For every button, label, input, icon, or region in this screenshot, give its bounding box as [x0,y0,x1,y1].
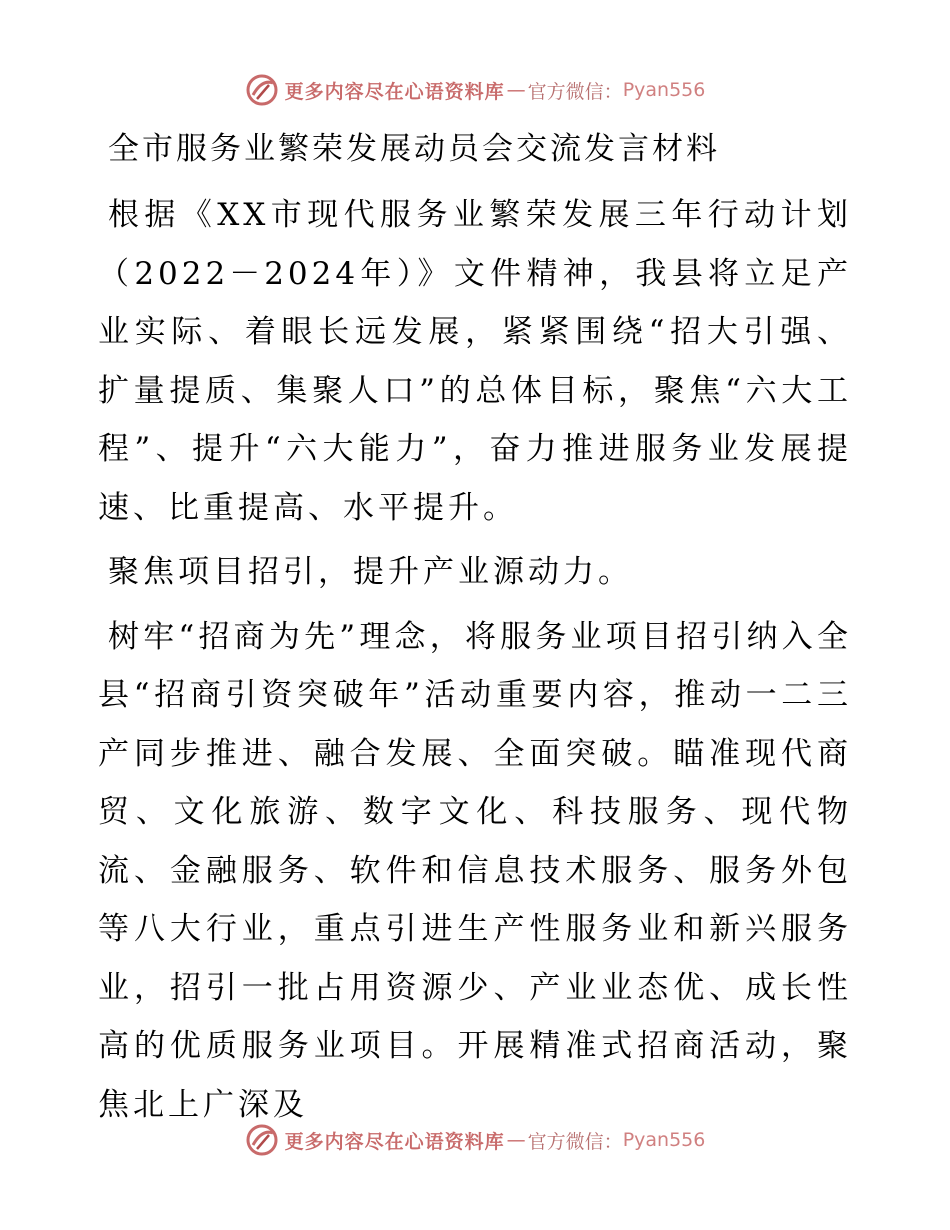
watermark-contact-label: 官方微信： [527,1130,623,1153]
paragraph-intro: 根据《XX市现代服务业繁荣发展三年行动计划（2022－2024年）》文件精神，我县将立足产业实际、着眼长远发展，紧紧围绕“招大引强、扩量提质、集聚人口”的总体目标，聚焦“六大工程”、提升“六大能力”，奋力推进服务业发展提速、比重提高、水平提升。 [98,197,852,526]
watermark-handle: Pyan556 [622,1129,706,1151]
watermark-contact-label: 官方微信： [527,80,623,103]
paragraph-investment: 树牢“招商为先”理念，将服务业项目招引纳入全县“招商引资突破年”活动重要内容，推动一二三产同步推进、融合发展、全面突破。瞄准现代商贸、文化旅游、数字文化、科技服务、现代物流、金融服务、软件和信息技术服务、服务外包等八大行业，重点引进生产性服务业和新兴服务业，招引一批占用资源少、产业业态优、成长性高的优质服务业项目。开展精准式招商活动，聚焦北上广深及 [98,618,852,1123]
watermark-banner-bottom [0,1122,950,1158]
watermark-handle: Pyan556 [622,79,706,101]
watermark-logo-icon [245,73,279,107]
watermark-separator: — [506,79,526,101]
watermark-brand: 更多内容尽在心语资料库 [284,1130,505,1153]
watermark-banner-top [0,72,950,108]
document-body [98,118,852,1140]
watermark-brand: 更多内容尽在心语资料库 [284,80,505,103]
paragraph-heading-project: 聚焦项目招引，提升产业源动力。 [108,554,633,590]
document-title: 全市服务业繁荣发展动员会交流发言材料 [108,131,720,167]
watermark-logo-icon [245,1123,279,1157]
watermark-separator: — [506,1129,526,1151]
